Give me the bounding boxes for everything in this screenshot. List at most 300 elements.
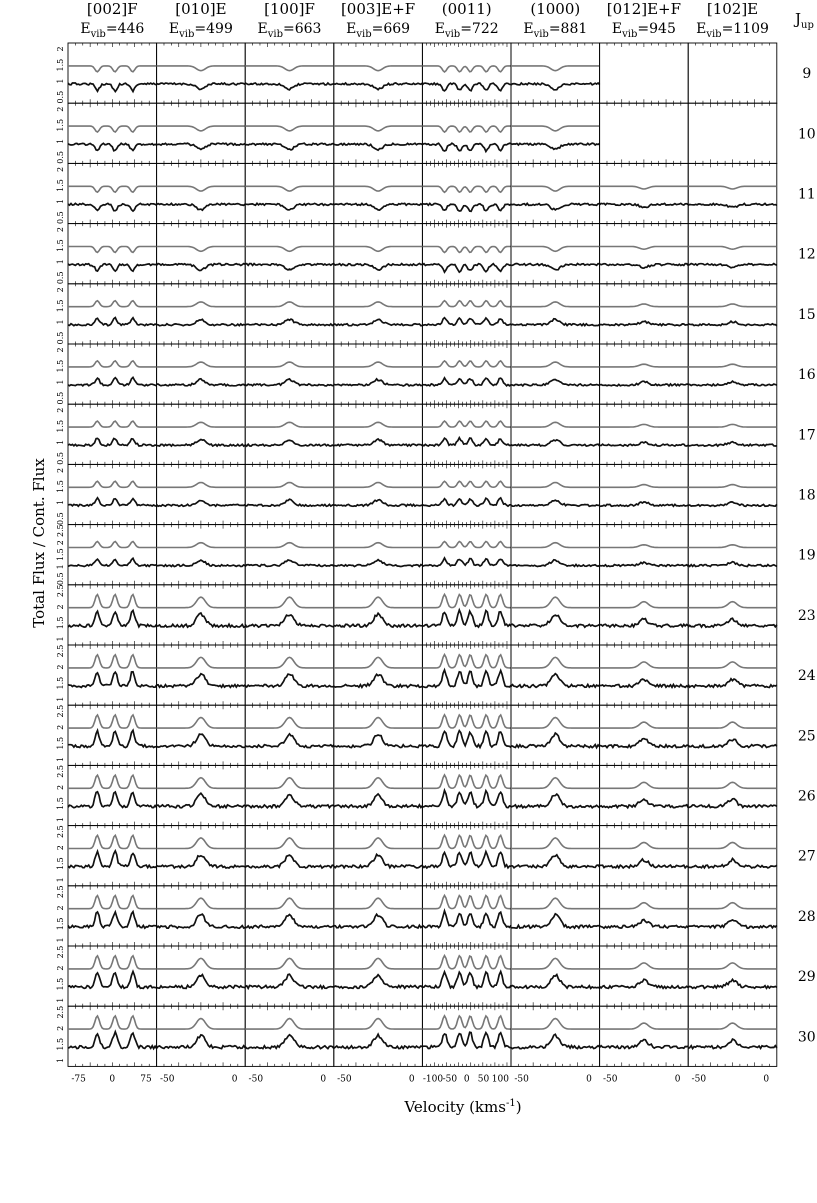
observed-spectrum-line — [511, 615, 600, 627]
panel-frame — [245, 1006, 334, 1066]
model-spectrum-line — [600, 843, 689, 849]
model-spectrum-line — [68, 595, 157, 608]
observed-spectrum-line — [157, 560, 246, 566]
y-tick-label: 1.5 — [56, 58, 65, 72]
spectrum-panel — [422, 404, 511, 464]
spectrum-panel — [688, 585, 777, 645]
spectrum-panel — [68, 404, 157, 464]
model-spectrum-line — [600, 722, 689, 728]
observed-spectrum-line — [245, 795, 334, 808]
y-tick-label: 1.5 — [56, 616, 65, 630]
model-spectrum-line — [245, 362, 334, 367]
panel-frame — [600, 585, 689, 645]
spectrum-panel — [422, 765, 511, 825]
panel-frame — [68, 765, 157, 825]
spectrum-panel — [334, 765, 423, 825]
y-tick-label: 1 — [56, 319, 65, 325]
x-tick-label: 0 — [463, 1074, 470, 1085]
panel-frame — [688, 585, 777, 645]
panel-frame — [600, 43, 689, 103]
model-spectrum-line — [422, 481, 511, 487]
model-spectrum-line — [600, 485, 689, 488]
model-spectrum-line — [511, 126, 600, 131]
observed-spectrum-line — [334, 674, 423, 687]
panel-frame — [600, 525, 689, 585]
model-spectrum-line — [157, 543, 246, 548]
observed-spectrum-line — [157, 914, 246, 928]
jup-label: $J_{up}$ — [795, 10, 814, 31]
model-spectrum-line — [422, 186, 511, 192]
y-tick-label: 1.5 — [56, 299, 65, 313]
model-spectrum-line — [600, 304, 689, 307]
observed-spectrum-line — [68, 377, 157, 386]
y-tick-label: 1.5 — [56, 1037, 65, 1051]
observed-spectrum-line — [334, 500, 423, 507]
y-tick-label: 1 — [56, 439, 65, 445]
panel-frame — [334, 103, 423, 163]
model-spectrum-line — [157, 898, 246, 909]
y-tick-label: 0.5 — [56, 271, 65, 285]
panel-frame — [68, 886, 157, 946]
y-tick-label: 1 — [56, 1057, 65, 1063]
observed-spectrum-line — [688, 618, 777, 627]
panel-frame — [245, 43, 334, 103]
observed-spectrum-line — [245, 264, 334, 270]
model-spectrum-line — [422, 655, 511, 668]
panel-frame — [245, 284, 334, 344]
model-spectrum-line — [68, 655, 157, 668]
y-tick-label: 1.5 — [56, 118, 65, 132]
spectrum-panel — [157, 464, 246, 524]
spectrum-panel — [422, 103, 511, 163]
model-spectrum-line — [688, 424, 777, 427]
y-tick-label: 2.5 — [56, 644, 65, 658]
x-tick-label: 100 — [491, 1074, 509, 1085]
model-spectrum-line — [157, 126, 246, 131]
observed-spectrum-line — [157, 501, 246, 507]
model-spectrum-line — [157, 483, 246, 488]
spectrum-panel — [511, 585, 600, 645]
model-spectrum-line — [68, 126, 157, 132]
spectrum-panel — [334, 464, 423, 524]
observed-spectrum-line — [68, 558, 157, 566]
spectrum-panel — [511, 284, 600, 344]
model-spectrum-line — [688, 963, 777, 969]
y-tick-label: 2 — [56, 965, 65, 971]
spectrum-panel — [68, 645, 157, 705]
panel-frame — [688, 946, 777, 1006]
panel-frame — [688, 645, 777, 705]
model-spectrum-line — [422, 775, 511, 788]
observed-spectrum-line — [511, 1034, 600, 1048]
y-tick-label: 2 — [56, 1025, 65, 1031]
y-tick-label: 2 — [56, 724, 65, 730]
panel-frame — [245, 946, 334, 1006]
column-evib-label: $E_{vib}=669$ — [346, 21, 411, 40]
observed-spectrum-line — [334, 264, 423, 271]
observed-spectrum-line — [511, 674, 600, 688]
spectrum-panel — [68, 224, 157, 284]
panel-frame — [68, 224, 157, 284]
row-jup-label: 15 — [797, 306, 816, 323]
observed-spectrum-line — [688, 859, 777, 869]
panel-frame — [511, 645, 600, 705]
spectrum-panel — [511, 344, 600, 404]
observed-spectrum-line — [157, 1035, 246, 1049]
y-tick-label: 2.5 — [56, 524, 65, 537]
panel-frame — [157, 224, 246, 284]
spectrum-panel — [600, 404, 689, 464]
spectrum-panel — [68, 946, 157, 1006]
panel-frame — [600, 765, 689, 825]
y-tick-label: 0.5 — [56, 572, 65, 586]
model-spectrum-line — [511, 66, 600, 71]
panel-frame — [245, 163, 334, 223]
y-tick-label: 2 — [56, 287, 65, 293]
model-spectrum-line — [422, 301, 511, 307]
spectrum-panel — [511, 1006, 600, 1066]
model-spectrum-line — [511, 898, 600, 909]
spectrum-panel — [245, 404, 334, 464]
panel-frame — [422, 43, 511, 103]
observed-spectrum-line — [511, 143, 600, 149]
observed-spectrum-line — [245, 855, 334, 868]
spectrum-panel — [334, 1006, 423, 1066]
panel-frame — [688, 525, 777, 585]
column-band-label: [102]E — [706, 0, 759, 18]
observed-spectrum-line — [600, 203, 689, 207]
observed-spectrum-line — [334, 854, 423, 868]
spectrum-panel — [422, 645, 511, 705]
spectrum-panel — [334, 224, 423, 284]
spectrum-panel — [600, 585, 689, 645]
panel-frame — [600, 224, 689, 284]
observed-spectrum-line — [422, 610, 511, 627]
observed-spectrum-line — [157, 143, 246, 149]
model-spectrum-line — [334, 958, 423, 969]
model-spectrum-line — [511, 422, 600, 427]
y-tick-label: 2.5 — [56, 1005, 65, 1019]
y-tick-label: 2 — [56, 905, 65, 911]
x-tick-label: -50 — [514, 1074, 529, 1085]
spectrum-panel — [688, 525, 777, 585]
observed-spectrum-line — [688, 562, 777, 567]
panel-frame — [511, 525, 600, 585]
model-spectrum-line — [334, 247, 423, 252]
spectrum-panel — [422, 886, 511, 946]
panel-frame — [511, 284, 600, 344]
spectrum-panel — [511, 163, 600, 223]
row-jup-label: 25 — [797, 728, 816, 745]
panel-frame — [157, 404, 246, 464]
model-spectrum-line — [600, 424, 689, 427]
model-spectrum-line — [688, 903, 777, 909]
panel-frame — [511, 43, 600, 103]
spectrum-panel — [157, 43, 246, 103]
panel-frame — [422, 645, 511, 705]
observed-spectrum-line — [688, 203, 777, 207]
y-tick-label: 2 — [56, 467, 65, 473]
model-spectrum-line — [157, 186, 246, 191]
spectrum-panel — [245, 163, 334, 223]
spectrum-panel — [157, 284, 246, 344]
spectrum-panel — [422, 585, 511, 645]
observed-spectrum-line — [245, 1035, 334, 1049]
y-tick-label: 2.5 — [56, 825, 65, 838]
observed-spectrum-line — [68, 264, 157, 272]
x-tick-label: -50 — [248, 1074, 264, 1085]
panel-frame — [422, 404, 511, 464]
observed-spectrum-line — [157, 440, 246, 447]
spectrum-panel — [334, 826, 423, 886]
y-tick-label: 2 — [56, 604, 65, 610]
model-spectrum-line — [245, 778, 334, 789]
column-evib-label: $E_{vib}=722$ — [434, 21, 499, 40]
observed-spectrum-line — [334, 379, 423, 386]
spectrum-panel — [688, 826, 777, 886]
panel-frame — [157, 163, 246, 223]
panel-frame — [157, 284, 246, 344]
model-spectrum-line — [68, 361, 157, 367]
spectrum-panel — [422, 1006, 511, 1066]
observed-spectrum-line — [600, 502, 689, 506]
observed-spectrum-line — [157, 674, 246, 688]
model-spectrum-line — [511, 302, 600, 307]
observed-spectrum-line — [334, 914, 423, 928]
spectrum-panel — [600, 765, 689, 825]
observed-spectrum-line — [511, 560, 600, 567]
x-tick-label: 75 — [140, 1074, 152, 1085]
y-tick-label: 1.5 — [56, 419, 65, 433]
spectrum-panel — [68, 525, 157, 585]
x-tick-label: -50 — [159, 1074, 175, 1085]
panel-frame — [511, 464, 600, 524]
spectrum-panel — [688, 464, 777, 524]
panel-frame — [157, 705, 246, 765]
observed-spectrum-line — [422, 438, 511, 446]
column-band-label: [010]E — [175, 0, 227, 18]
model-spectrum-line — [688, 1023, 777, 1029]
observed-spectrum-line — [334, 319, 423, 325]
observed-spectrum-line — [334, 439, 423, 446]
model-spectrum-line — [688, 662, 777, 668]
model-spectrum-line — [157, 657, 246, 668]
panel-frame — [688, 43, 777, 103]
y-tick-label: 1 — [56, 937, 65, 943]
observed-spectrum-line — [157, 319, 246, 325]
y-tick-label: 1 — [56, 756, 65, 762]
x-axis-label: Velocity (kms$^{-1}$) — [404, 1098, 522, 1116]
y-tick-label: 1 — [56, 78, 65, 84]
spectrum-panel — [422, 705, 511, 765]
observed-spectrum-line — [688, 442, 777, 446]
spectrum-panel — [245, 43, 334, 103]
y-tick-label: 1 — [56, 138, 65, 144]
row-jup-label: 10 — [797, 126, 816, 143]
y-tick-label: 1 — [56, 198, 65, 205]
spectrum-panel — [600, 886, 689, 946]
observed-spectrum-line — [334, 143, 423, 150]
observed-spectrum-line — [245, 83, 334, 90]
spectrum-panel — [511, 946, 600, 1006]
panel-frame — [157, 464, 246, 524]
x-tick-label: -50 — [602, 1074, 618, 1085]
y-tick-label: 2 — [56, 845, 65, 851]
spectrum-panel — [600, 946, 689, 1006]
spectrum-panel — [688, 224, 777, 284]
column-band-label: [003]E+F — [340, 0, 416, 18]
model-spectrum-line — [688, 782, 777, 788]
observed-spectrum-line — [511, 733, 600, 748]
model-spectrum-line — [511, 838, 600, 849]
panel-frame — [688, 1006, 777, 1066]
model-spectrum-line — [245, 422, 334, 427]
observed-spectrum-line — [157, 613, 246, 627]
y-tick-label: 1 — [56, 877, 65, 883]
observed-spectrum-line — [600, 381, 689, 386]
model-spectrum-line — [68, 835, 157, 848]
observed-spectrum-line — [600, 619, 689, 628]
model-spectrum-line — [688, 304, 777, 307]
row-jup-label: 16 — [797, 367, 816, 384]
model-spectrum-line — [245, 186, 334, 191]
observed-spectrum-line — [157, 203, 246, 210]
model-spectrum-line — [334, 657, 423, 668]
panel-frame — [688, 224, 777, 284]
observed-spectrum-line — [245, 499, 334, 506]
model-spectrum-line — [334, 898, 423, 909]
observed-spectrum-line — [422, 670, 511, 687]
spectrum-panel — [422, 946, 511, 1006]
model-spectrum-line — [600, 662, 689, 668]
observed-spectrum-line — [511, 500, 600, 506]
observed-spectrum-line — [511, 794, 600, 808]
spectrum-panel — [157, 1006, 246, 1066]
x-tick-label: 0 — [320, 1074, 327, 1085]
panel-frame — [334, 284, 423, 344]
panel-frame — [688, 464, 777, 524]
model-spectrum-line — [600, 247, 689, 250]
spectrum-panel — [334, 103, 423, 163]
spectrum-panel — [68, 163, 157, 223]
y-tick-label: 2 — [56, 407, 65, 413]
panel-frame — [245, 404, 334, 464]
panel-frame — [688, 705, 777, 765]
y-tick-label: 2.5 — [56, 765, 65, 778]
observed-spectrum-line — [511, 83, 600, 90]
spectrum-panel — [600, 103, 689, 163]
model-spectrum-line — [334, 778, 423, 789]
y-axis-label: Total Flux / Cont. Flux — [30, 458, 48, 628]
panel-frame — [600, 705, 689, 765]
spectrum-panel — [245, 705, 334, 765]
spectrum-panel — [68, 765, 157, 825]
y-tick-label: 0.5 — [56, 151, 65, 164]
spectrum-panel — [68, 886, 157, 946]
row-jup-label: 12 — [797, 246, 816, 263]
row-jup-label: 28 — [797, 908, 816, 925]
spectrum-panel — [245, 946, 334, 1006]
model-spectrum-line — [68, 301, 157, 307]
observed-spectrum-line — [245, 974, 334, 988]
model-spectrum-line — [157, 247, 246, 252]
row-jup-label: 30 — [797, 1029, 816, 1046]
panel-frame — [157, 344, 246, 404]
y-tick-label: 1 — [56, 379, 65, 385]
x-tick-label: -100 — [422, 1074, 444, 1085]
spectrum-panel — [422, 826, 511, 886]
panel-frame — [688, 826, 777, 886]
y-tick-label: 1.5 — [56, 179, 65, 192]
model-spectrum-line — [334, 718, 423, 729]
panel-frame — [688, 284, 777, 344]
panel-frame — [334, 765, 423, 825]
panel-frame — [422, 344, 511, 404]
model-spectrum-line — [600, 903, 689, 909]
observed-spectrum-line — [600, 799, 689, 808]
panel-frame — [68, 464, 157, 524]
y-tick-label: 1.5 — [56, 676, 65, 690]
panel-frame — [157, 103, 246, 163]
spectrum-panel — [157, 103, 246, 163]
y-tick-label: 1.5 — [56, 239, 65, 253]
panel-frame — [245, 525, 334, 585]
model-spectrum-line — [157, 422, 246, 427]
x-tick-label: 0 — [109, 1074, 116, 1085]
column-evib-label: $E_{vib}=945$ — [611, 21, 676, 40]
observed-spectrum-line — [68, 1032, 157, 1049]
panel-frame — [511, 404, 600, 464]
observed-spectrum-line — [422, 558, 511, 566]
model-spectrum-line — [422, 835, 511, 848]
column-band-label: (1000) — [530, 0, 581, 18]
spectrum-panel — [245, 525, 334, 585]
spectrum-panel — [511, 404, 600, 464]
spectrum-panel — [600, 224, 689, 284]
observed-spectrum-line — [157, 975, 246, 989]
spectrum-panel — [157, 404, 246, 464]
spectrum-panel — [511, 886, 600, 946]
model-spectrum-line — [688, 485, 777, 488]
column-band-label: [002]F — [86, 0, 138, 18]
column-evib-label: $E_{vib}=499$ — [168, 21, 233, 40]
observed-spectrum-line — [422, 498, 511, 506]
model-spectrum-line — [334, 838, 423, 849]
panel-frame — [334, 224, 423, 284]
model-spectrum-line — [334, 126, 423, 131]
y-tick-label: 2 — [56, 347, 65, 353]
model-spectrum-line — [334, 483, 423, 488]
panel-frame — [600, 1006, 689, 1066]
observed-spectrum-line — [422, 83, 511, 91]
model-spectrum-line — [600, 364, 689, 367]
model-spectrum-line — [688, 186, 777, 189]
panel-frame — [157, 886, 246, 946]
observed-spectrum-line — [422, 911, 511, 928]
model-spectrum-line — [245, 543, 334, 548]
observed-spectrum-line — [422, 264, 511, 272]
model-spectrum-line — [511, 247, 600, 252]
y-tick-label: 2.5 — [56, 704, 65, 718]
observed-spectrum-line — [688, 739, 777, 747]
spectrum-panel — [688, 163, 777, 223]
panel-frame — [422, 163, 511, 223]
observed-spectrum-line — [688, 502, 777, 506]
spectrum-panel — [68, 1006, 157, 1066]
spectrum-panel — [688, 705, 777, 765]
spectrum-panel — [688, 43, 777, 103]
observed-spectrum-line — [68, 730, 157, 747]
